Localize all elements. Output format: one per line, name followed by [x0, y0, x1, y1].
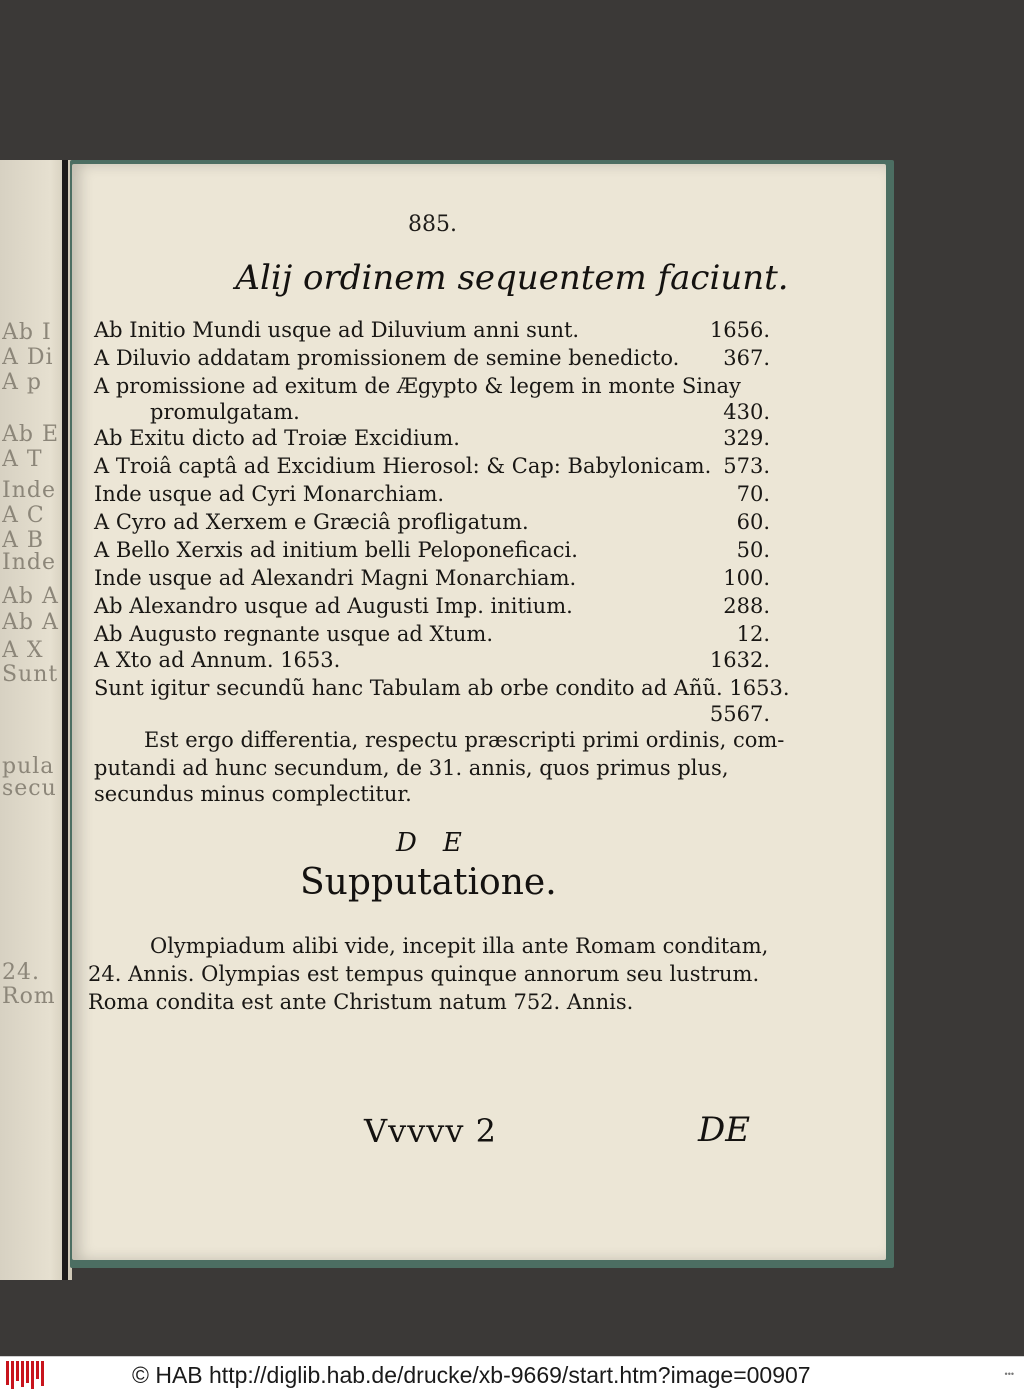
left-page-fragment: A T [2, 449, 43, 471]
left-page-fragment: pula [2, 756, 55, 778]
page-number: 885. [408, 212, 457, 237]
more-icon: ••• [1004, 1369, 1014, 1379]
left-page-fragment: Rom [2, 986, 56, 1008]
chronology-years: 329. [723, 426, 770, 450]
left-page-fragment: A C [2, 505, 45, 527]
paragraph-line: Olympiadum alibi vide, incepit illa ante Romam conditam, [150, 934, 769, 958]
chronology-text: Inde usque ad Alexandri Magni Monarchiam. [94, 566, 577, 590]
credit-link[interactable]: © HAB http://diglib.hab.de/drucke/xb-9669/start.htm?image=00907 [132, 1362, 811, 1388]
chronology-text: A Bello Xerxis ad initium belli Peloponeficaci. [94, 538, 578, 562]
chronology-text: A Diluvio addatam promissionem de semine benedicto. [94, 346, 680, 370]
left-page-fragment: A X [2, 640, 44, 662]
paragraph-line: 24. Annis. Olympias est tempus quinque annorum seu lustrum. [88, 962, 760, 986]
left-page-fragment: secu [2, 778, 57, 800]
paragraph-line: putandi ad hunc secundum, de 31. annis, quos primus plus, [94, 756, 729, 780]
chronology-text: Ab Initio Mundi usque ad Diluvium anni sunt. [94, 318, 580, 342]
left-page-fragment: Inde [2, 480, 56, 502]
chronology-text: promulgatam. [150, 400, 300, 424]
chronology-years: 288. [723, 594, 770, 618]
chronology-text: A Cyro ad Xerxem e Græciâ profligatum. [94, 510, 529, 534]
chronology-total-years: 5567. [709, 702, 770, 726]
chronology-text: A promissione ad exitum de Ægypto & legem in monte Sinay [94, 374, 741, 398]
page-heading: Alij ordinem sequentem faciunt. [235, 258, 789, 298]
chronology-years: 430. [723, 400, 770, 424]
chronology-years: 573. [723, 454, 770, 478]
chronology-text: Sunt igitur secundũ hanc Tabulam ab orbe condito ad Añũ. 1653. [94, 676, 790, 700]
paragraph-line: Roma condita est ante Christum natum 752. Annis. [88, 990, 634, 1014]
left-page-fragment: 24. [2, 962, 40, 984]
left-page-fragment: Ab E [2, 424, 60, 446]
chronology-years: 1656. [709, 318, 770, 342]
credit-footer [0, 1356, 1024, 1395]
chronology-years: 12. [736, 622, 770, 646]
chronology-years: 100. [723, 566, 770, 590]
left-page-fragment: A B [2, 530, 45, 552]
chronology-text: Ab Alexandro usque ad Augusti Imp. initium. [94, 594, 573, 618]
left-page-fragment: Ab A [2, 586, 59, 608]
section-title: Supputatione. [300, 862, 557, 903]
hab-barcode-logo-icon [6, 1361, 46, 1389]
chronology-text: Ab Exitu dicto ad Troiæ Excidium. [94, 426, 460, 450]
left-page-fragment: Inde [2, 552, 56, 574]
chronology-text: A Xto ad Annum. 1653. [94, 648, 341, 672]
catchword: DE [698, 1110, 751, 1150]
chronology-years: 367. [723, 346, 770, 370]
chronology-text: Inde usque ad Cyri Monarchiam. [94, 482, 445, 506]
section-de-label: DE [396, 828, 488, 858]
left-page-fragment: A p [2, 372, 42, 394]
chronology-years: 70. [736, 482, 770, 506]
left-page-fragment: Sunt [2, 664, 59, 686]
chronology-years: 50. [736, 538, 770, 562]
paragraph-line: secundus minus complectitur. [94, 782, 412, 806]
chronology-text: A Troiâ captâ ad Excidium Hierosol: & Cap: Babylonicam. [94, 454, 712, 478]
chronology-years: 1632. [709, 648, 770, 672]
left-page-fragment: Ab I [2, 322, 52, 344]
signature-mark: Vvvvv 2 [364, 1112, 497, 1150]
chronology-years: 60. [736, 510, 770, 534]
book-gutter [62, 160, 68, 1280]
paragraph-line: Est ergo differentia, respectu præscripti primi ordinis, com- [144, 728, 785, 752]
left-page-fragment: A Di [2, 347, 54, 369]
chronology-text: Ab Augusto regnante usque ad Xtum. [94, 622, 494, 646]
left-page-fragment: Ab A [2, 612, 59, 634]
